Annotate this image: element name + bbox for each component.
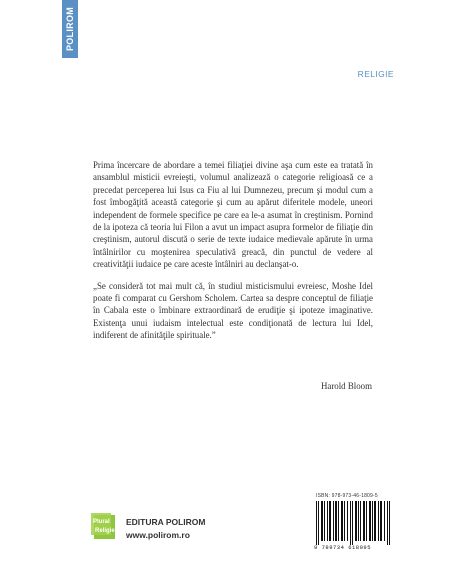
- spine-tab-label: POLIROM: [65, 6, 76, 52]
- logo-text-line2: Religie: [95, 528, 115, 534]
- barcode-icon: [316, 501, 392, 545]
- publisher-website: www.polirom.ro: [126, 530, 190, 540]
- barcode-digits: 9 789734 618095: [314, 544, 372, 551]
- spine-tab: [62, 0, 78, 58]
- description-paragraph: Prima încercare de abordare a temei filiaţiei divine aşa cum este ea tratată în ansamblul misticii evreieşti, volumul analizează o categorie religioasă ce a precedat perceperea lui Isus ca Fiu al lui Dumnezeu, precum şi modul cum a fost îmbogăţită această categorie şi cum au apărut diferitele modele, uneori independent de formele specifice pe care ea le-a asumat în creştinism. Pornind de la ipoteza că teoria lui Filon a avut un impact asupra formelor de filiaţie din creştinism, autorul discută o serie de texte iudaice medievale apărute în urma întâlnirilor cu moştenirea speculativă greacă, din punctul de vedere al creativităţii iudaice pe care aceste întâlniri au declanşat-o.: [93, 160, 373, 270]
- plural-religie-logo: [90, 512, 117, 541]
- quote-author: Harold Bloom: [320, 381, 372, 391]
- back-cover-description: [93, 159, 373, 351]
- logo-text-line1: Plural: [93, 519, 110, 525]
- quote-paragraph: „Se consideră tot mai mult că, în studiul misticismului evreiesc, Moshe Idel poate fi comparat cu Gershom Scholem. Cartea sa despre conceptul de filiaţie în Cabala este o îmbinare extraordinară de erudiţie şi ipoteze imaginative. Existenţa unui iudaism intelectual este condiţionată de lectura lui Idel, indiferent de afinităţile spirituale.”: [93, 280, 373, 341]
- publisher-name: EDITURA POLIROM: [126, 517, 206, 527]
- isbn: ISBN: 978-973-46-1809-5: [316, 493, 378, 499]
- category-label: RELIGIE: [357, 69, 394, 79]
